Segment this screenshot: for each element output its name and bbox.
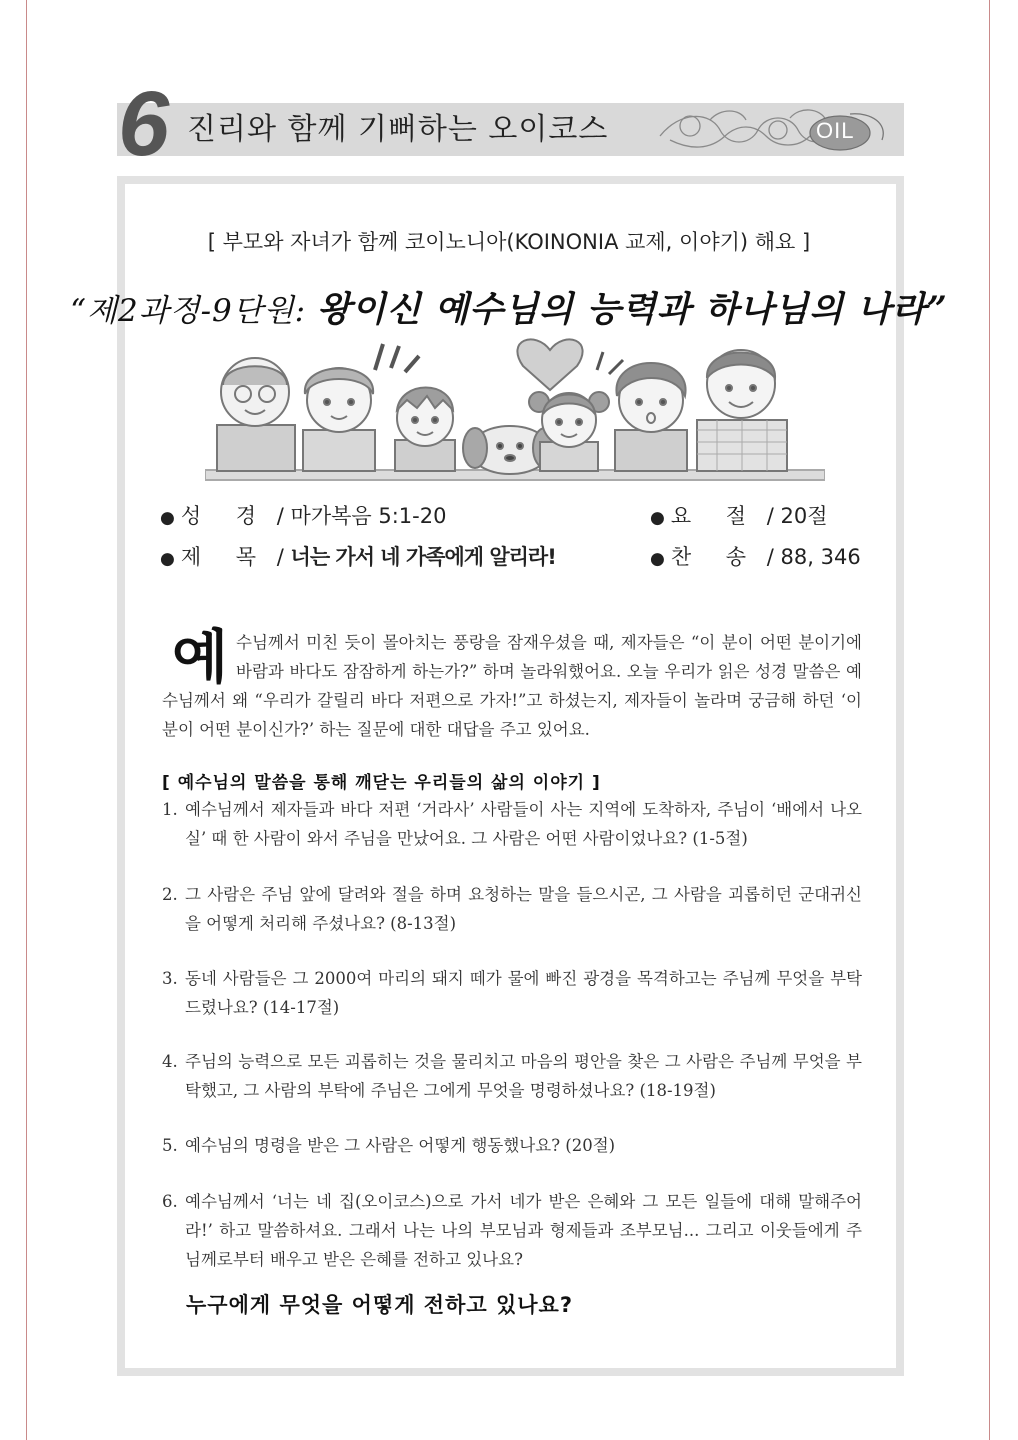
question-number: 2. [162,885,178,904]
boy-figure [395,388,455,472]
bullet-icon: ● [650,549,665,569]
intro-text: 수님께서 미친 듯이 몰아치는 풍랑을 잠재우셨을 때, 제자들은 “이 분이 어떤 분이기에 바람과 바다도 잠잠하게 하는가?” 하며 놀라워했어요. 오늘 우리가 읽은 성경 말씀은 예수님께서 왜 “우리가 갈릴리 바다 저편으로 가자!”고 하셨는지, 제자들이 놀라며 궁금해 하던 ‘이 분이 어떤 분이신가?’ 하는 질문에 대한 대답을 주고 있어요. [162,633,862,739]
section-heading: [ 부모와 자녀가 함께 코이노니아(KOINONIA 교제, 이야기) 해요 ] [207,230,811,254]
grandpa-figure [217,358,295,471]
info-memory-verse [650,501,828,533]
subject-sep: / [270,545,291,569]
question-number: 5. [162,1136,178,1155]
scripture-value: 마가복음 5:1-20 [290,504,447,528]
info-scripture [160,501,446,533]
scripture-sep: / [270,504,291,528]
question-text: 동네 사람들은 그 2000여 마리의 돼지 떼가 물에 빠진 광경을 목격하고는 주님께 무엇을 부탁드렸나요? (14-17절) [185,969,862,1017]
hymn-sep: / [760,545,781,569]
unit-title-prefix: “제2과정-9단원: [70,293,317,329]
question-item [162,1187,862,1274]
heart-icon [517,339,582,390]
subject-value: 너는 가서 네 가족에게 알리라! [290,545,556,569]
header-title: 진리와 함께 기뻐하는 오이코스 [187,112,609,147]
hymn-label: 찬 송 [670,545,761,569]
intro-paragraph [162,623,862,744]
flourish-ornament [650,106,900,154]
chapter-number: 6 [118,73,166,175]
question-number: 6. [162,1192,178,1211]
final-question: 누구에게 무엇을 어떻게 전하고 있나요? [186,1293,574,1317]
question-number: 1. [162,800,178,819]
bullet-icon: ● [160,549,175,569]
bullet-icon: ● [650,508,665,528]
question-item [162,1047,862,1105]
oil-logo-text: OIL [816,118,855,143]
info-hymn [650,542,861,574]
question-text: 예수님께서 제자들과 바다 저편 ‘거라사’ 사람들이 사는 지역에 도착하자, 주님이 ‘배에서 나오실’ 때 한 사람이 와서 주님을 만났어요. 그 사람은 어떤 사람이었나요? (1-5절) [185,800,862,848]
info-subject [160,542,556,574]
question-item [162,795,862,853]
unit-title-main: 왕이신 예수님의 능력과 하나님의 나라 [316,289,927,330]
unit-title [0,282,1018,332]
scripture-label: 성 경 [180,504,271,528]
memory-verse-value: 20절 [780,504,828,528]
question-text: 예수님의 명령을 받은 그 사람은 어떻게 행동했나요? (20절) [185,1136,616,1155]
memory-verse-label: 요 절 [670,504,761,528]
subject-label: 제 목 [180,545,271,569]
bullet-icon: ● [160,508,175,528]
question-item [162,1131,862,1160]
questions-heading: [ 예수님의 말씀을 통해 깨닫는 우리들의 삶의 이야기 ] [162,773,601,793]
memory-verse-sep: / [760,504,781,528]
father-figure [697,350,787,471]
grandma-figure [303,368,375,471]
family-illustration [205,330,825,485]
question-number: 3. [162,969,178,988]
mother-figure [615,363,687,471]
hymn-value: 88, 346 [780,545,861,569]
question-text: 예수님께서 ‘너는 네 집(오이코스)으로 가서 네가 받은 은혜와 그 모든 일들에 대해 말해주어라!’ 하고 말씀하셔요. 그래서 나는 나의 부모님과 형제들과 조부모님... 그리고 이웃들에게 주님께로부터 배우고 받은 은혜를 전하고 있나요? [185,1192,862,1269]
drop-cap: 예 [172,623,229,691]
question-text: 그 사람은 주님 앞에 달려와 절을 하며 요청하는 말을 들으시곤, 그 사람을 괴롭히던 군대귀신을 어떻게 처리해 주셨나요? (8-13절) [185,885,862,933]
unit-title-suffix: ” [926,289,948,330]
question-number: 4. [162,1052,178,1071]
question-text: 주님의 능력으로 모든 괴롭히는 것을 물리치고 마음의 평안을 찾은 그 사람은 주님께 무엇을 부탁했고, 그 사람의 부탁에 주님은 그에게 무엇을 명령하셨나요? (18-19절) [185,1052,862,1100]
question-item [162,964,862,1022]
question-item [162,880,862,938]
